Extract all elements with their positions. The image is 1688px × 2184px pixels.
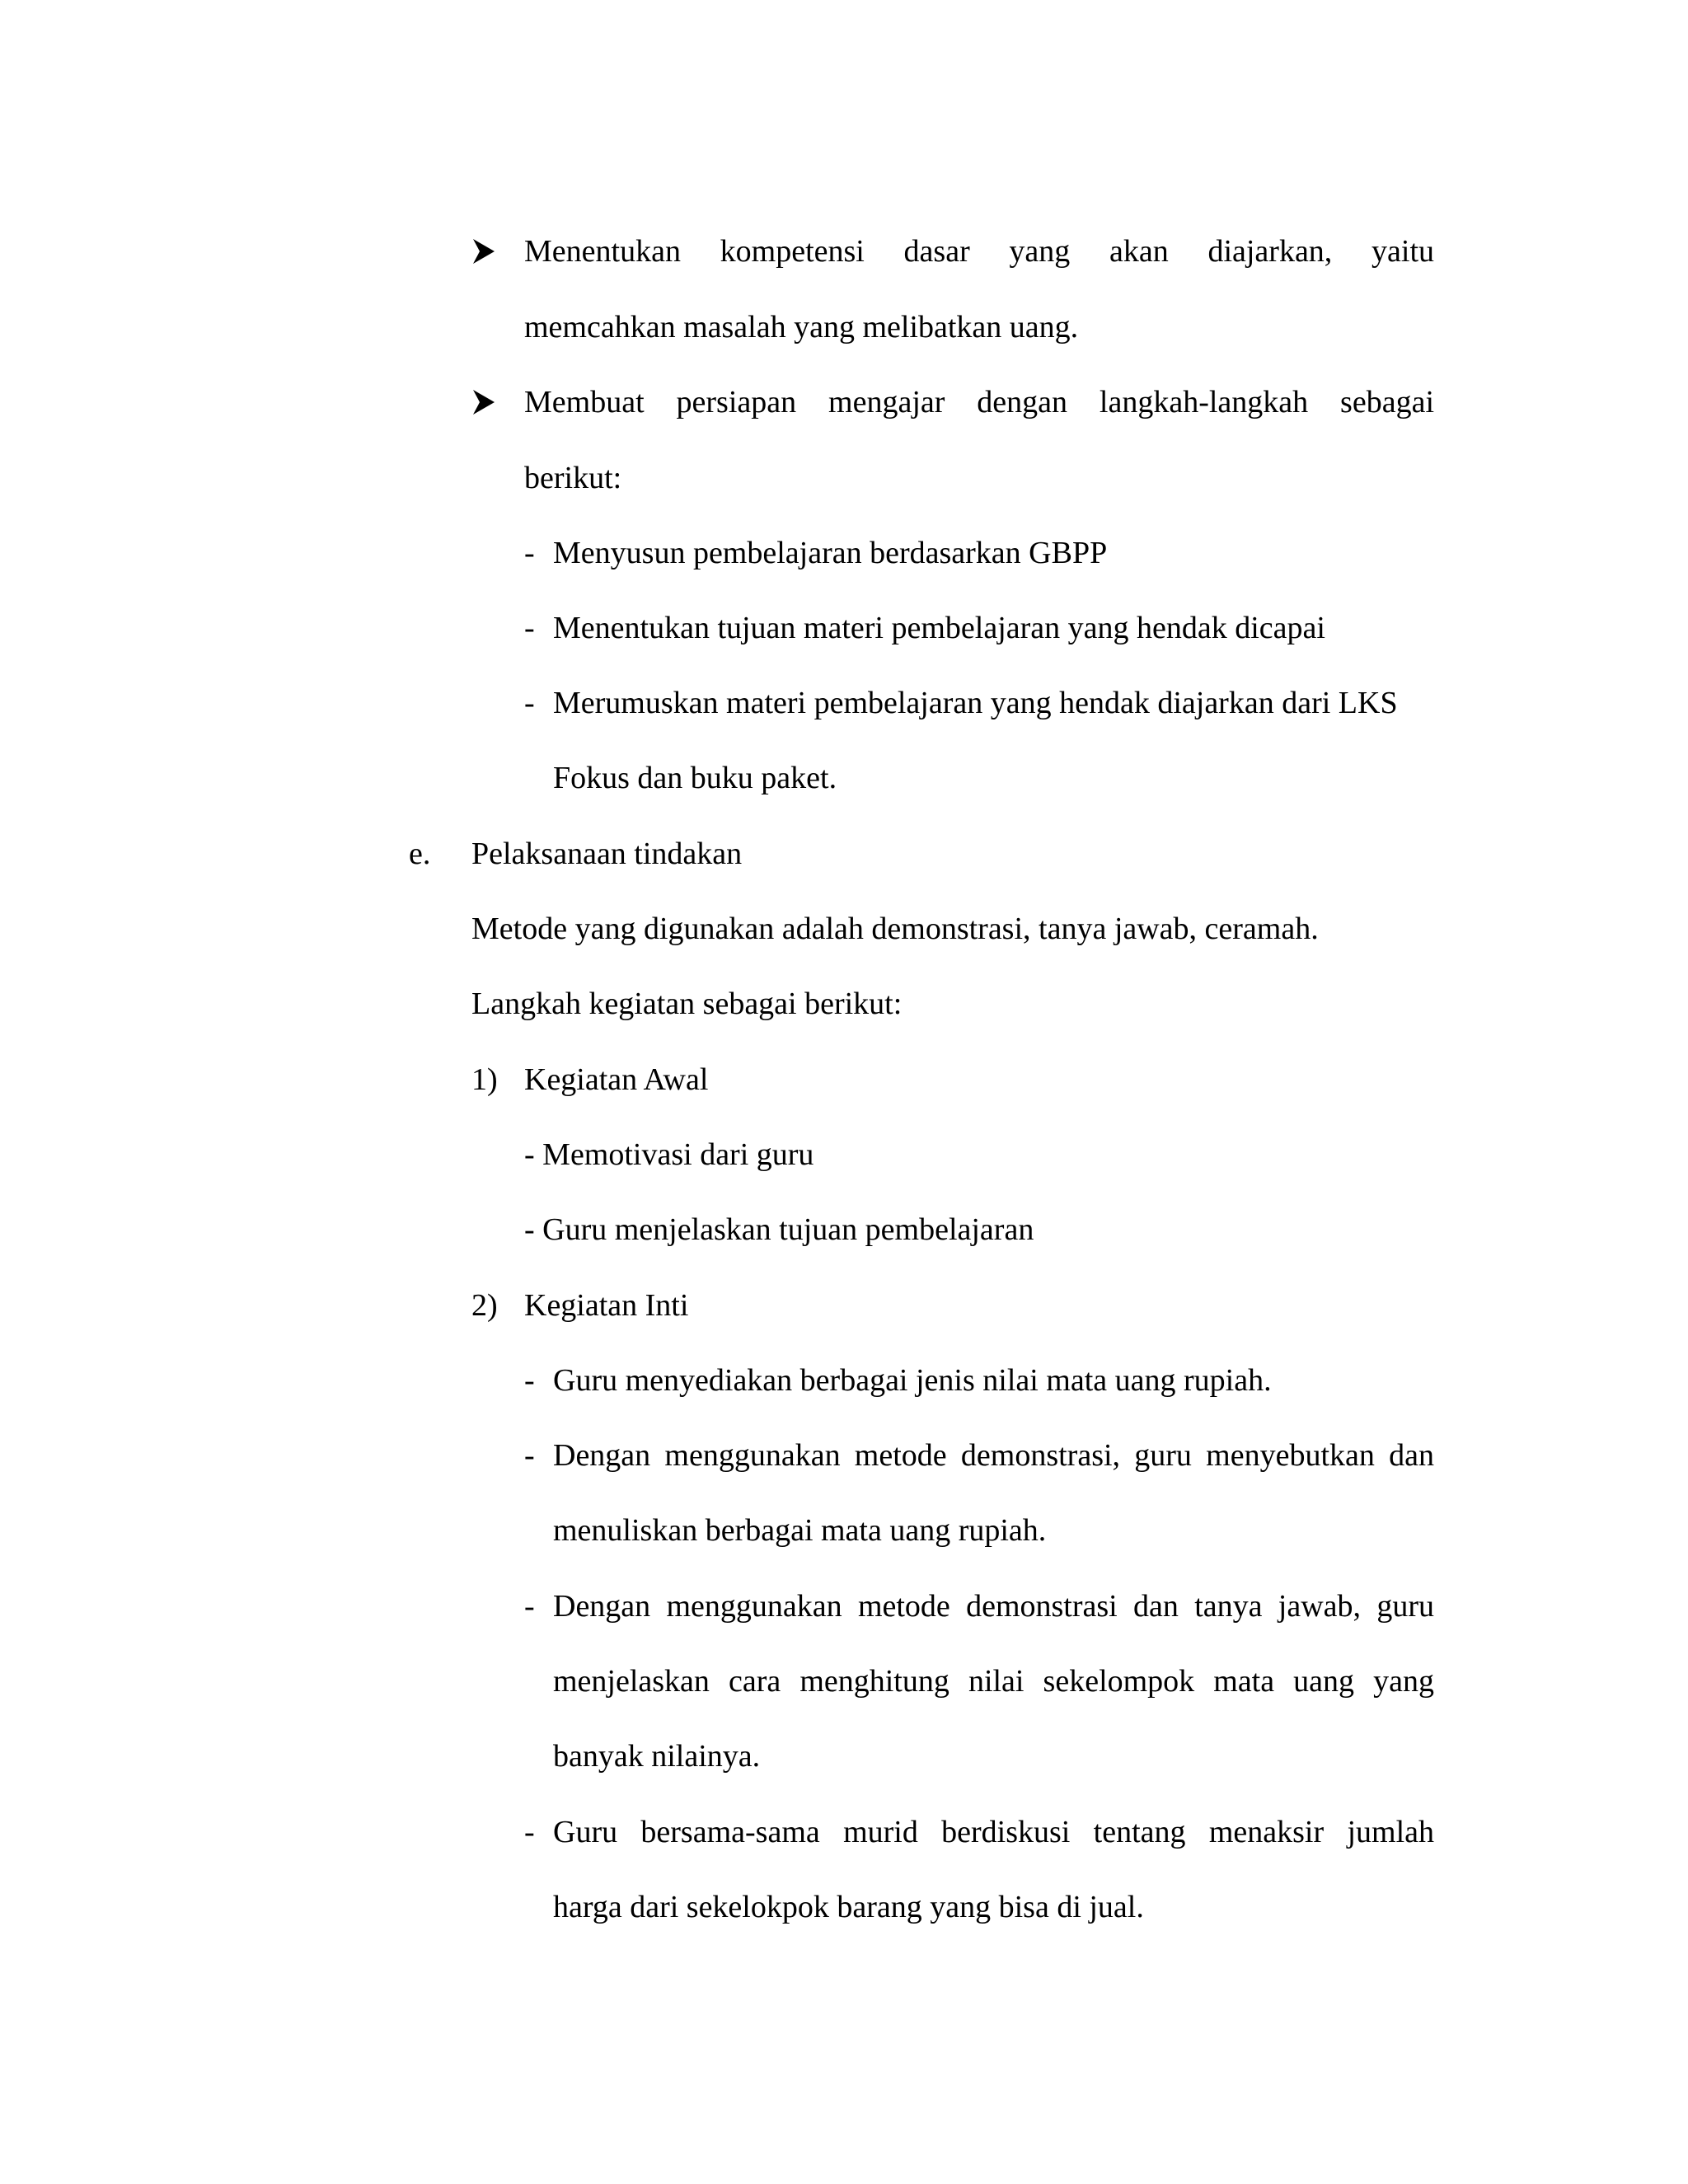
subitem-text: Fokus dan buku paket. (553, 761, 837, 795)
bullet-2-line-2: berikut: (524, 461, 622, 495)
arrow-bullet-icon (471, 232, 496, 270)
step-item: menjelaskan cara menghitung nilai sekelompok mata uang yang (553, 1664, 1434, 1699)
subitem-text: Merumuskan materi pembelajaran yang hendak diajarkan dari LKS (553, 686, 1398, 720)
dash-marker: - (524, 1363, 535, 1398)
step-item: - Guru menjelaskan tujuan pembelajaran (524, 1212, 1034, 1247)
subitem-text: Menentukan tujuan materi pembelajaran yang hendak dicapai (553, 611, 1325, 645)
step-item: Dengan menggunakan metode demonstrasi, guru menyebutkan dan (553, 1438, 1434, 1473)
arrow-bullet-icon (471, 383, 496, 421)
step-item: menuliskan berbagai mata uang rupiah. (553, 1513, 1047, 1548)
step-marker: 2) (471, 1288, 498, 1323)
step-item: Dengan menggunakan metode demonstrasi dan tanya jawab, guru (553, 1589, 1434, 1624)
dash-marker: - (524, 536, 535, 570)
dash-marker: - (524, 611, 535, 645)
dash-marker: - (524, 1815, 535, 1849)
subitem-text: Menyusun pembelajaran berdasarkan GBPP (553, 536, 1108, 570)
bullet-2-line-1: Membuat persiapan mengajar dengan langkah-langkah sebagai (524, 385, 1434, 419)
section-marker: e. (409, 837, 431, 871)
step-title: Kegiatan Awal (524, 1062, 709, 1097)
step-item: Guru bersama-sama murid berdiskusi tentang menaksir jumlah (553, 1815, 1434, 1849)
section-paragraph: Langkah kegiatan sebagai berikut: (471, 987, 903, 1021)
step-item: Guru menyediakan berbagai jenis nilai mata uang rupiah. (553, 1363, 1272, 1398)
dash-marker: - (524, 1589, 535, 1624)
step-marker: 1) (471, 1062, 498, 1097)
step-item: banyak nilainya. (553, 1739, 761, 1774)
bullet-1-line-1: Menentukan kompetensi dasar yang akan diajarkan, yaitu (524, 234, 1434, 269)
step-item: harga dari sekelokpok barang yang bisa di jual. (553, 1890, 1144, 1924)
step-title: Kegiatan Inti (524, 1288, 689, 1323)
step-item: - Memotivasi dari guru (524, 1137, 814, 1172)
bullet-1-line-2: memcahkan masalah yang melibatkan uang. (524, 310, 1079, 344)
section-paragraph: Metode yang digunakan adalah demonstrasi, tanya jawab, ceramah. (471, 912, 1319, 946)
section-title: Pelaksanaan tindakan (471, 837, 743, 871)
dash-marker: - (524, 686, 535, 720)
dash-marker: - (524, 1438, 535, 1473)
